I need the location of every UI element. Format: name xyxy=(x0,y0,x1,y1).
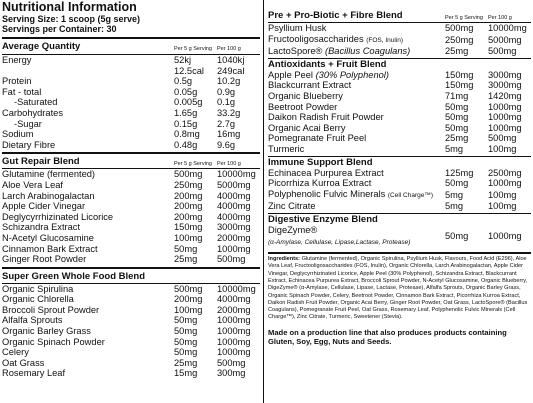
nutrient-name xyxy=(2,337,174,348)
per-100g-value: 1000mg xyxy=(217,326,251,337)
per-serving-value: 0.05g xyxy=(174,86,198,97)
per-100g-value: 500mg xyxy=(488,133,517,144)
nutrient-name xyxy=(268,112,445,123)
nutrient-row xyxy=(2,201,260,212)
nutrient-row xyxy=(268,189,531,202)
nutrient-name-text: Larch Arabinogalactan xyxy=(2,190,95,201)
per-100g-value: 500mg xyxy=(488,46,517,57)
nutrient-name xyxy=(2,368,174,379)
average-quantity-heading: Average Quantity xyxy=(2,41,81,52)
nutrient-row xyxy=(2,97,260,108)
enzyme-section xyxy=(268,214,531,248)
nutrient-name-text: Apple Peel xyxy=(268,69,313,80)
nutrient-name-text: Cinnamon Bark Extract xyxy=(2,243,98,254)
nutrient-row xyxy=(268,123,531,134)
nutrient-name-text: N-Acetyl Glucosamine xyxy=(2,232,94,243)
per-serving-value: 200mg xyxy=(174,211,203,222)
per-serving-value: 0.15g xyxy=(174,118,198,129)
nutrient-name-text: Oat Grass xyxy=(2,357,45,368)
nutrient-row xyxy=(2,76,260,87)
per-serving-value: 0.005g xyxy=(174,97,203,108)
nutrient-name xyxy=(268,91,445,102)
per-serving-value: 50mg xyxy=(445,112,469,123)
per-100g-value: 4000mg xyxy=(217,294,251,305)
nutrient-name-text: Apple Cider Vinegar xyxy=(2,201,86,212)
per-100g-value: 5000mg xyxy=(488,34,522,45)
nutrient-name xyxy=(2,294,174,305)
nutrient-row xyxy=(268,168,531,179)
nutrient-name xyxy=(2,180,174,191)
per-serving-value: 50mg xyxy=(174,347,198,358)
per-100g-value: 2.7g xyxy=(217,118,236,129)
nutrient-name-text: Deglycyrrhizinated Licorice xyxy=(2,211,114,222)
nutrient-name-text: Schizandra Extract xyxy=(2,222,81,233)
nutrient-name xyxy=(268,102,445,113)
per-100g-value: 0.9g xyxy=(217,86,236,97)
nutrient-row xyxy=(268,102,531,113)
nutrient-row xyxy=(2,119,260,130)
nutrient-name xyxy=(2,129,174,140)
per-serving-value: 500mg xyxy=(174,169,203,180)
nutrient-name-text: Beetroot Powder xyxy=(268,101,338,112)
col-header-per5: Per 5 g Serving xyxy=(445,15,483,21)
per-100g-value: 2000mg xyxy=(217,304,251,315)
per-serving-value: 200mg xyxy=(174,190,203,201)
per-serving-value: 250mg xyxy=(445,34,474,45)
per-100g-value: 500mg xyxy=(217,357,246,368)
col-header-per100: Per 100 g xyxy=(217,46,241,52)
per-100g-value: 0.1g xyxy=(217,97,236,108)
nutrient-name xyxy=(2,55,174,66)
per-serving-value: 5mg xyxy=(445,201,464,212)
nutrient-subtext: (α-Amylase, Cellulase, Lipase,Lactase, Protease) xyxy=(268,238,411,246)
nutrient-name xyxy=(268,201,445,212)
nutrient-name xyxy=(2,347,174,358)
per-100g-value: 33.2g xyxy=(217,107,241,118)
nutrient-name xyxy=(2,244,174,255)
per-serving-value: 25mg xyxy=(174,357,198,368)
per-serving-value: 5mg xyxy=(445,143,464,154)
nutrient-subtext: (30% Polyphenol) xyxy=(315,69,389,80)
enzyme-rows xyxy=(268,225,531,248)
nutrient-row xyxy=(268,144,531,155)
per-serving-value: 5mg xyxy=(445,189,464,200)
nutrient-name-text: Rosemary Leaf xyxy=(2,368,66,379)
nutrient-name-text: Alfalfa Sprouts xyxy=(2,315,63,326)
nutrient-name xyxy=(2,233,174,244)
per-serving-value: 150mg xyxy=(174,222,203,233)
nutrient-name-text: Organic Barley Grass xyxy=(2,326,91,337)
nutrient-name-text: Organic Spinach Powder xyxy=(2,336,105,347)
immune-heading: Immune Support Blend xyxy=(268,156,373,168)
immune-rows xyxy=(268,168,531,212)
nutrient-name xyxy=(2,212,174,223)
nutrient-row xyxy=(2,244,260,255)
average-quantity-rows xyxy=(2,55,260,150)
per-serving-value: 250mg xyxy=(174,179,203,190)
per-serving-value: 25mg xyxy=(445,46,469,57)
per-100g-value: 10000mg xyxy=(217,169,256,180)
per-100g-value: 2000mg xyxy=(217,232,251,243)
nutrient-name xyxy=(2,326,174,337)
per-serving-value: 0.5g xyxy=(174,76,193,87)
per-100g-value: 1000mg xyxy=(488,112,522,123)
nutrient-row xyxy=(2,358,260,369)
nutrient-row xyxy=(268,112,531,123)
nutrient-name-text: -Saturated xyxy=(14,97,58,108)
col-header-per100: Per 100 g xyxy=(217,161,241,168)
nutrient-name-text: Organic Blueberry xyxy=(268,90,343,101)
per-serving-value: 150mg xyxy=(445,69,474,80)
per-100g-value: 3000mg xyxy=(488,80,522,91)
nutrient-row xyxy=(2,284,260,295)
nutrient-row xyxy=(2,55,260,66)
nutrient-name xyxy=(268,168,445,179)
nutrient-name xyxy=(268,70,445,81)
per-serving-value: 15mg xyxy=(174,368,198,379)
nutrient-name xyxy=(2,222,174,233)
nutrient-name-text: Polyphenolic Fulvic Minerals xyxy=(268,188,386,199)
nutrient-name xyxy=(2,305,174,316)
per-100g-value: 1000mg xyxy=(217,347,251,358)
immune-section xyxy=(268,157,531,212)
nutrient-row xyxy=(2,326,260,337)
prebiotic-section xyxy=(268,10,531,57)
nutrient-name xyxy=(2,254,174,265)
nutrient-row xyxy=(2,66,260,77)
per-100g-value: 3000mg xyxy=(488,69,522,80)
per-100g-value: 16mg xyxy=(217,129,241,140)
nutrient-row xyxy=(2,180,260,191)
nutrient-name-text: Psyllium Husk xyxy=(268,23,327,33)
nutrient-name xyxy=(268,34,445,47)
per-100g-value: 1000mg xyxy=(488,178,522,189)
nutrient-name xyxy=(2,87,174,98)
nutrient-name-text: Turmeric xyxy=(268,143,305,154)
per-100g-value: 4000mg xyxy=(217,201,251,212)
per-serving-value: 100mg xyxy=(174,232,203,243)
col-header-per5: Per 5 g Serving xyxy=(174,161,212,168)
per-serving-value: 71mg xyxy=(445,90,469,101)
nutrient-name xyxy=(2,76,174,87)
nutrient-row xyxy=(2,305,260,316)
per-serving-value: 200mg xyxy=(174,294,203,305)
gut-repair-heading: Gut Repair Blend xyxy=(2,156,80,168)
nutrient-name-text: Organic Acai Berry xyxy=(268,122,346,133)
per-serving-value: 150mg xyxy=(445,80,474,91)
nutrient-row xyxy=(2,191,260,202)
nutrient-row xyxy=(2,315,260,326)
nutrient-name-text: Zinc Citrate xyxy=(268,201,316,212)
per-serving-value: 500mg xyxy=(174,283,203,294)
nutrient-name-text: Celery xyxy=(2,347,29,358)
per-serving-value: 50mg xyxy=(174,243,198,254)
left-column xyxy=(2,0,260,379)
per-100g-value: 9.6g xyxy=(217,139,236,150)
prebiotic-heading: Pre + Pro-Biotic + Fibre Blend xyxy=(268,10,403,21)
antioxidant-rows xyxy=(268,70,531,155)
per-100g-value: 300mg xyxy=(217,368,246,379)
nutrient-row xyxy=(268,91,531,102)
nutrient-row xyxy=(268,80,531,91)
per-serving-value: 50mg xyxy=(445,101,469,112)
per-serving-value: 25mg xyxy=(174,254,198,265)
nutrient-name xyxy=(2,97,174,108)
per-serving-value: 50mg xyxy=(174,326,198,337)
ingredients-text xyxy=(268,256,531,322)
nutrient-row xyxy=(268,178,531,189)
nutrient-row xyxy=(268,201,531,212)
super-green-heading: Super Green Whole Food Blend xyxy=(2,270,146,282)
per-100g-value: 3000mg xyxy=(217,222,251,233)
nutrient-row xyxy=(268,23,531,34)
per-100g-value: 1000mg xyxy=(488,101,522,112)
panel-title: Nutritional Information xyxy=(2,0,137,14)
nutrient-name xyxy=(268,23,445,34)
per-100g-value: 2500mg xyxy=(488,167,522,178)
nutrient-name xyxy=(2,358,174,369)
nutrient-row xyxy=(2,212,260,223)
per-100g-value: 4000mg xyxy=(217,190,251,201)
nutrient-row xyxy=(268,225,531,248)
per-100g-value: 1000mg xyxy=(488,122,522,133)
nutrient-name xyxy=(268,133,445,144)
nutrient-name-text: Organic Spirulina xyxy=(2,283,74,294)
nutrient-row xyxy=(2,108,260,119)
nutrient-name xyxy=(268,178,445,189)
nutrient-row xyxy=(2,233,260,244)
gut-repair-section xyxy=(2,156,260,264)
nutrient-row xyxy=(2,87,260,98)
right-column xyxy=(268,0,531,346)
per-serving-value: 500mg xyxy=(445,23,474,33)
per-serving-value: 12.5cal xyxy=(174,65,204,76)
nutrient-name xyxy=(268,123,445,134)
nutrient-name xyxy=(268,189,445,202)
nutrient-name-text: Protein xyxy=(2,76,32,87)
per-100g-value: 4000mg xyxy=(217,211,251,222)
nutrient-row xyxy=(2,129,260,140)
per-100g-value: 1000mg xyxy=(488,231,522,242)
per-100g-value: 1000mg xyxy=(217,336,251,347)
per-serving-value: 0.8mg xyxy=(174,129,200,140)
allergen-statement: Made on a production line that also produces products containing Gluten, Soy, Egg, Nuts and Seeds. xyxy=(268,327,507,346)
nutrient-name-text: Aloe Vera Leaf xyxy=(2,179,63,190)
nutrient-row xyxy=(268,133,531,144)
nutrient-row xyxy=(268,34,531,47)
per-serving-value: 50mg xyxy=(174,315,198,326)
nutrient-name-text: Energy xyxy=(2,55,32,65)
per-100g-value: 10000mg xyxy=(488,23,527,33)
per-100g-value: 1000mg xyxy=(217,315,251,326)
nutrient-row xyxy=(2,337,260,348)
nutrient-subtext: (Bacillus Coagulans) xyxy=(325,46,411,57)
per-serving-value: 50mg xyxy=(445,231,469,242)
prebiotic-rows xyxy=(268,23,531,57)
nutrient-name-text: Pomegranate Fruit Peel xyxy=(268,133,367,144)
nutrient-name-text: Fat - total xyxy=(2,86,42,97)
average-quantity-section xyxy=(2,41,260,150)
nutrient-name xyxy=(268,144,445,155)
nutrient-name-text: Glutamine (fermented) xyxy=(2,169,96,180)
per-100g-value: 100mg xyxy=(488,201,517,212)
nutrient-name-text: -Sugar xyxy=(14,118,42,129)
nutrient-name-text: Carbohydrates xyxy=(2,107,63,118)
enzyme-heading: Digestive Enzyme Blend xyxy=(268,213,378,225)
nutrient-name-text: Sodium xyxy=(2,129,34,140)
per-100g-value: 5000mg xyxy=(217,179,251,190)
nutrient-subtext: (Cell Charge™) xyxy=(387,191,434,199)
per-serving-value: 200mg xyxy=(174,201,203,212)
nutrient-name xyxy=(2,169,174,180)
nutrient-row xyxy=(2,222,260,233)
gut-repair-rows xyxy=(2,169,260,264)
nutrient-name xyxy=(2,108,174,119)
per-serving-value: 50mg xyxy=(445,178,469,189)
per-100g-value: 1420mg xyxy=(488,90,522,101)
nutrient-row xyxy=(268,70,531,81)
nutrient-row xyxy=(2,294,260,305)
per-serving-value: 100mg xyxy=(174,304,203,315)
nutrient-name-text: Picorrhiza Kurroa Extract xyxy=(268,178,372,189)
per-100g-value: 249cal xyxy=(217,65,245,76)
antioxidant-heading: Antioxidants + Fruit Blend xyxy=(268,58,387,70)
per-100g-value: 1000mg xyxy=(217,243,251,254)
nutrient-row xyxy=(2,254,260,265)
nutrient-row xyxy=(2,169,260,180)
nutrient-name xyxy=(2,191,174,202)
col-header-per100: Per 100 g xyxy=(488,15,512,21)
per-100g-value: 1040kj xyxy=(217,55,245,65)
nutrient-name-text: Blackcurrant Extract xyxy=(268,80,352,91)
super-green-section xyxy=(2,271,260,379)
nutrient-row xyxy=(2,347,260,358)
nutrient-name-text: Fructooligosaccharides xyxy=(268,33,364,44)
nutrient-name-text: Ginger Root Powder xyxy=(2,254,87,265)
ingredients-label: Ingredients: xyxy=(268,256,301,263)
per-serving-value: 0.48g xyxy=(174,139,198,150)
per-serving-value: 25mg xyxy=(445,133,469,144)
nutrient-name xyxy=(268,80,445,91)
nutrient-name-text: Organic Chlorella xyxy=(2,294,74,305)
per-100g-value: 100mg xyxy=(488,189,517,200)
nutrient-subtext: (FOS, Inulin) xyxy=(366,36,404,44)
col-header-per5: Per 5 g Serving xyxy=(174,46,212,52)
nutrient-name xyxy=(268,225,445,248)
nutrient-name xyxy=(2,140,174,151)
nutrient-name xyxy=(268,46,445,57)
nutrient-row xyxy=(2,140,260,151)
per-100g-value: 10.2g xyxy=(217,76,241,87)
nutrient-name-text: Dietary Fibre xyxy=(2,139,56,150)
column-divider xyxy=(263,0,264,403)
per-serving-value: 125mg xyxy=(445,167,474,178)
per-serving-value: 52kj xyxy=(174,55,192,65)
nutrient-name xyxy=(2,315,174,326)
nutrient-name xyxy=(2,119,174,130)
nutrient-name-text: Echinacea Purpurea Extract xyxy=(268,167,384,178)
nutrient-name-text: DigeZyme® xyxy=(268,224,318,235)
ingredients-list: Glutamine (fermented), Organic Spirulina, Psyllium Husk, Flavours, Food Acid (E296), Aloe Vera Leaf, Fructooligosaccharides (FOS, Inulin), Organic Chlorella, Larch Arabinogalactan, Apple Cider Vinegar, Deglycyrrhizinated Licorice, Apple Peel (30% Polyphenol), Schizandra Extract, Blackcurrant Extract, Echinacea Purpurea Extract, Broccoli Sprout Powder, N-Acetyl Glucosamine, Organic Blueberry, DigeZyme® (α-Amylase, Cellulase, Lipase, Lactase, Protease), Alfalfa Sprouts, Organic Barley Grass, Organic Spinach Powder, Celery, Beetroot Powder, Cinnamon Bark Extract, Picorrhiza Kurroa Extract, Daikon Radish Fruit Powder, Organic Acai Berry, Ginger Root Powder, Oat Grass, LactoSpore® (Bacillus Coagulans), Pomegranate Fruit Peel, Oat Grass, Rosemary Leaf, Polyphenolic Fulvic Minerals (Cell Charge™), Zinc Citrate, Turmeric, Sweetener (Stevia). xyxy=(268,256,528,321)
super-green-rows xyxy=(2,284,260,379)
serving-size: Serving Size: 1 scoop (5g serve) xyxy=(2,14,141,24)
nutrient-name-text: Daikon Radish Fruit Powder xyxy=(268,112,384,123)
nutrient-name-text: Broccoli Sprout Powder xyxy=(2,304,100,315)
nutrient-name-text: LactoSpore® xyxy=(268,46,323,57)
per-100g-value: 500mg xyxy=(217,254,246,265)
nutrient-row xyxy=(268,46,531,57)
antioxidant-section xyxy=(268,59,531,155)
servings-per-container: Servings per Container: 30 xyxy=(2,24,117,34)
nutrient-name xyxy=(2,201,174,212)
per-serving-value: 50mg xyxy=(174,336,198,347)
nutrient-row xyxy=(2,368,260,379)
per-serving-value: 50mg xyxy=(445,122,469,133)
nutrient-name xyxy=(2,284,174,295)
per-serving-value: 1.65g xyxy=(174,107,198,118)
per-100g-value: 10000mg xyxy=(217,283,256,294)
per-100g-value: 100mg xyxy=(488,143,517,154)
